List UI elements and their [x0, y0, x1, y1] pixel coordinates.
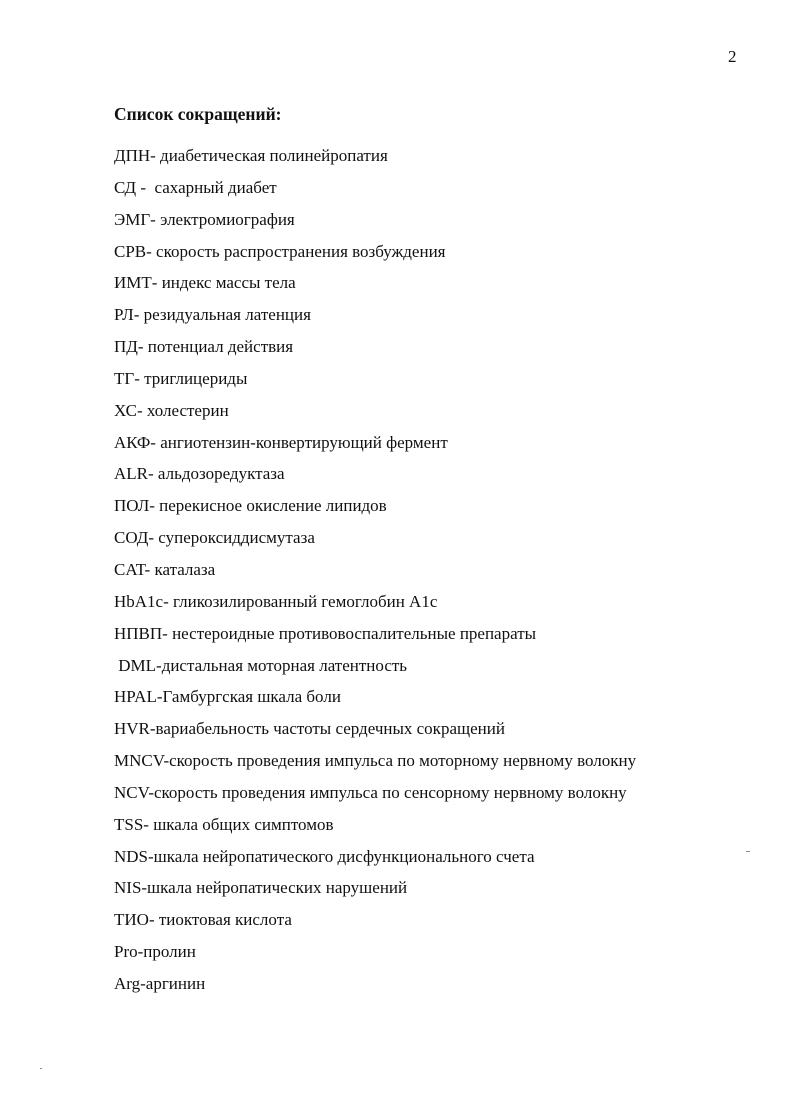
- list-item: CAT- каталаза: [114, 559, 216, 579]
- list-item: NDS-шкала нейропатического дисфункционального счета: [114, 846, 535, 866]
- list-item: NIS-шкала нейропатических нарушений: [114, 878, 408, 898]
- list-item: NCV-скорость проведения импульса по сенсорному нервному волокну: [114, 782, 627, 802]
- list-item: MNCV-скорость проведения импульса по моторному нервному волокну: [114, 751, 637, 771]
- list-item: ПОЛ- перекисное окисление липидов: [114, 496, 387, 516]
- list-item: АКФ- ангиотензин-конвертирующий фермент: [114, 432, 448, 452]
- list-item: СОД- супероксиддисмутаза: [114, 528, 315, 548]
- list-item: ИМТ- индекс массы тела: [114, 273, 296, 293]
- scan-speck: [40, 1068, 42, 1069]
- list-item: ЭМГ- электромиография: [114, 209, 295, 229]
- list-item: Arg-аргинин: [114, 973, 206, 993]
- abbreviation-list: [114, 146, 636, 1006]
- list-item: НПВП- нестероидные противовоспалительные препараты: [114, 623, 537, 643]
- list-item: РЛ- резидуальная латенция: [114, 305, 311, 325]
- scan-speck: [746, 851, 750, 852]
- page-title: Список сокращений:: [114, 104, 282, 124]
- list-item: ТГ- триглицериды: [114, 368, 248, 388]
- list-item: СРВ- скорость распространения возбуждения: [114, 241, 446, 261]
- list-item: HVR-вариабельность частоты сердечных сокращений: [114, 719, 505, 739]
- list-item: ХС- холестерин: [114, 400, 229, 420]
- list-item: ALR- альдозоредуктаза: [114, 464, 285, 484]
- list-item: TSS- шкала общих симптомов: [114, 814, 334, 834]
- list-item: СД - сахарный диабет: [114, 177, 277, 197]
- list-item: ПД- потенциал действия: [114, 337, 294, 357]
- list-item: DML-дистальная моторная латентность: [114, 655, 408, 675]
- page-number: 2: [728, 47, 737, 66]
- list-item: HPAL-Гамбургская шкала боли: [114, 687, 341, 707]
- list-item: HbA1c- гликозилированный гемоглобин A1c: [114, 591, 438, 611]
- list-item: Pro-пролин: [114, 942, 196, 962]
- list-item: ДПН- диабетическая полинейропатия: [114, 146, 388, 165]
- list-item: ТИО- тиоктовая кислота: [114, 910, 292, 930]
